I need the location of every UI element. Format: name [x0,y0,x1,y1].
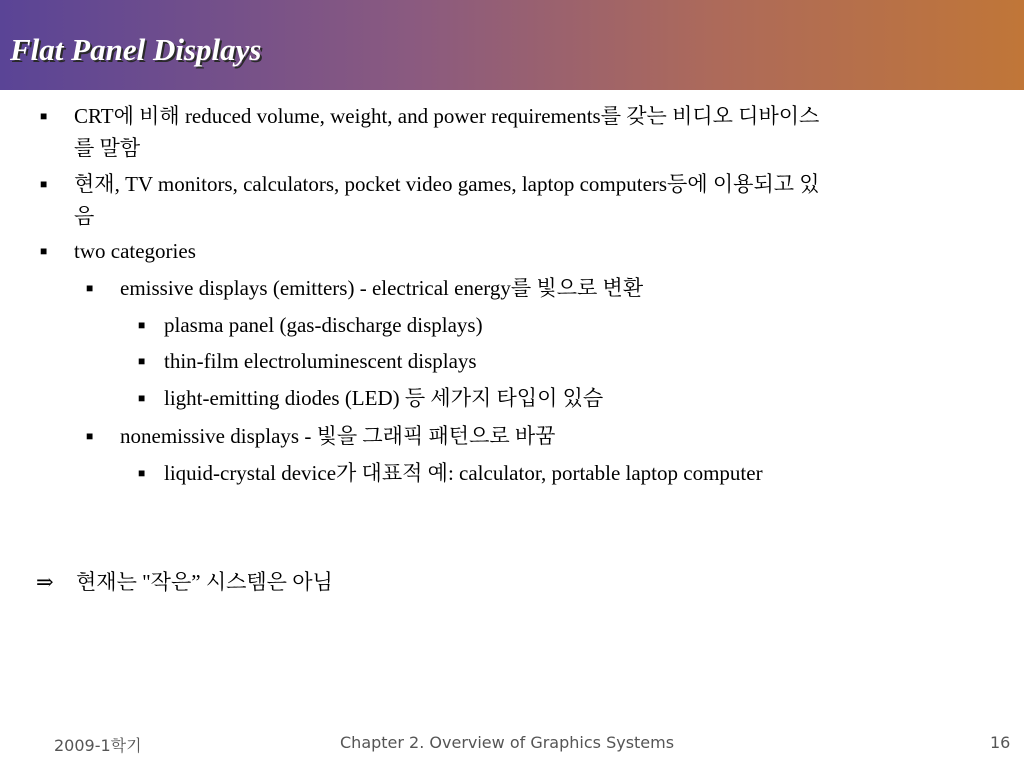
bullet-line: liquid-crystal device가 대표적 예: calculator, portable laptop computer [164,461,763,485]
bullet-item [134,457,763,489]
bullet-line: 를 말함 [74,136,141,160]
footer-chapter: Chapter 2. Overview of Graphics Systems [340,733,675,752]
square-bullet-icon: ■ [138,318,146,332]
bullet-line: two categories [74,239,196,263]
bullet-line: plasma panel (gas-discharge displays) [164,313,483,337]
bullet-line: light-emitting diodes (LED) 등 세가지 타입이 있슴 [164,386,604,410]
bullet-item [134,345,477,377]
bullet-item [134,382,603,414]
square-bullet-icon: ■ [86,429,94,443]
bullet-line: 음 [74,204,95,228]
square-bullet-icon: ■ [138,391,146,405]
conclusion-text: 현재는 "작은” 시스템은 아님 [76,570,333,594]
bullet-line: 현재, TV monitors, calculators, pocket video games, laptop computers등에 이용되고 있 [74,172,820,196]
implies-arrow-icon: ⇒ [36,570,54,594]
bullet-item [134,309,483,341]
bullet-item [36,235,196,267]
bullet-line: thin-film electroluminescent displays [164,349,477,373]
square-bullet-icon: ■ [86,281,94,295]
bullet-line: nonemissive displays - 빛을 그래픽 패턴으로 바꿈 [120,424,556,448]
square-bullet-icon: ■ [138,354,146,368]
footer-semester: 2009-1학기 [54,736,142,755]
square-bullet-icon: ■ [138,466,146,480]
footer-page-number: 16 [990,733,1011,752]
slide-title: Flat Panel Displays [10,32,262,67]
bullet-item [36,100,819,164]
square-bullet-icon: ■ [40,244,48,258]
bullet-line: CRT에 비해 reduced volume, weight, and power requirements를 갖는 비디오 디바이스 [74,104,820,128]
conclusion-line [36,566,333,598]
square-bullet-icon: ■ [40,177,48,191]
bullet-line: emissive displays (emitters) - electrical energy를 빛으로 변환 [120,276,644,300]
bullet-item [84,272,643,304]
title-bar [0,0,1024,90]
square-bullet-icon: ■ [40,109,48,123]
bullet-item [84,420,555,452]
bullet-item [36,168,820,232]
